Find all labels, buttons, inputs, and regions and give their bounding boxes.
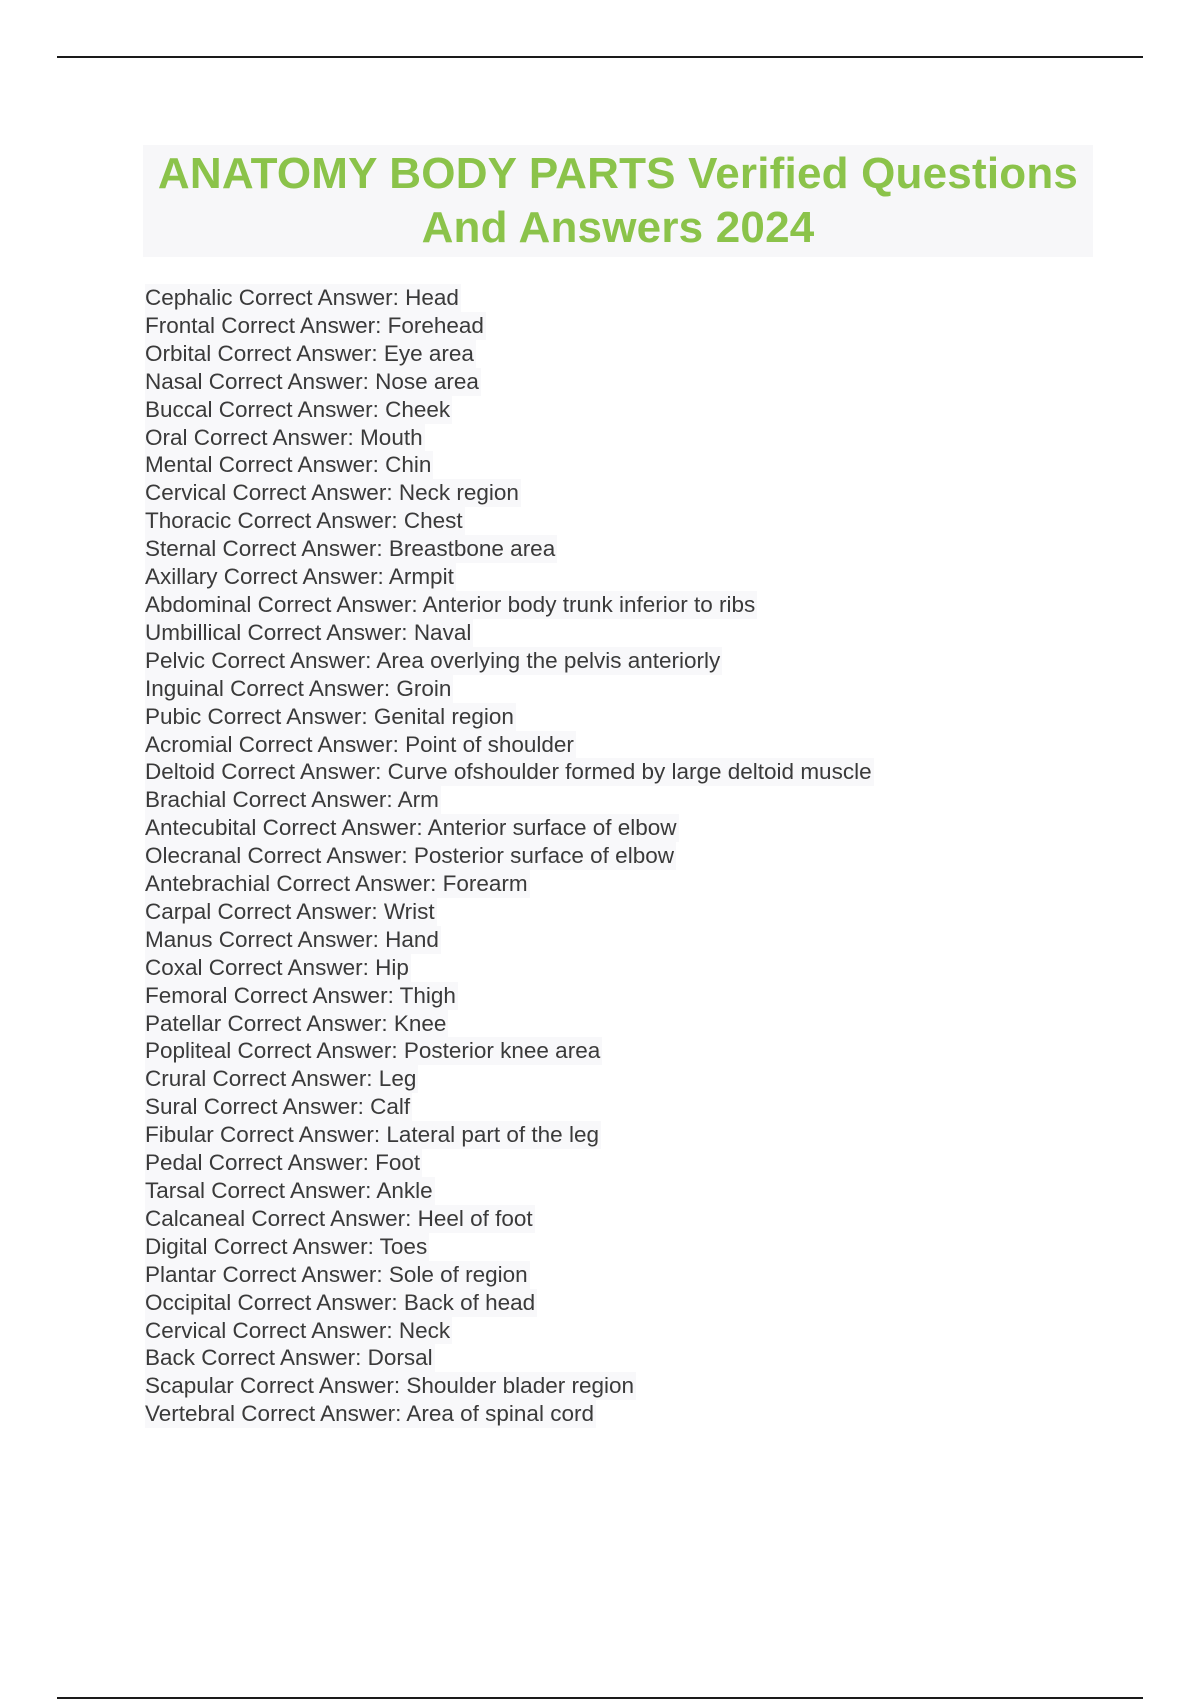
bottom-rule <box>57 1697 1143 1699</box>
qa-item: Pelvic Correct Answer: Area overlying the pelvis anteriorly <box>145 647 721 673</box>
qa-item: Sural Correct Answer: Calf <box>145 1094 411 1120</box>
qa-item: Occipital Correct Answer: Back of head <box>145 1289 536 1315</box>
qa-item: Pedal Correct Answer: Foot <box>145 1150 421 1176</box>
title-banner <box>143 145 1093 257</box>
qa-item: Vertebral Correct Answer: Area of spinal cord <box>145 1401 594 1427</box>
qa-item: Scapular Correct Answer: Shoulder blader region <box>145 1373 635 1399</box>
qa-item: Patellar Correct Answer: Knee <box>145 1010 447 1036</box>
qa-item: Sternal Correct Answer: Breastbone area <box>145 536 556 562</box>
qa-item: Deltoid Correct Answer: Curve ofshoulder formed by large deltoid muscle <box>145 759 872 785</box>
qa-item: Abdominal Correct Answer: Anterior body trunk inferior to ribs <box>145 591 756 617</box>
qa-item: Nasal Correct Answer: Nose area <box>145 368 479 394</box>
qa-item: Pubic Correct Answer: Genital region <box>145 703 514 729</box>
qa-item: Femoral Correct Answer: Thigh <box>145 982 456 1008</box>
qa-item: Axillary Correct Answer: Armpit <box>145 564 454 590</box>
qa-item: Umbillical Correct Answer: Naval <box>145 619 472 645</box>
qa-item: Antecubital Correct Answer: Anterior surface of elbow <box>145 815 677 841</box>
document-title: ANATOMY BODY PARTS Verified Questions And Answers 2024 <box>157 149 1079 252</box>
qa-item: Popliteal Correct Answer: Posterior knee area <box>145 1038 601 1064</box>
qa-item: Digital Correct Answer: Toes <box>145 1233 428 1259</box>
qa-item: Cervical Correct Answer: Neck region <box>145 480 519 506</box>
qa-item: Mental Correct Answer: Chin <box>145 452 432 478</box>
qa-item: Calcaneal Correct Answer: Heel of foot <box>145 1205 533 1231</box>
qa-item: Frontal Correct Answer: Forehead <box>145 312 484 338</box>
qa-item: Crural Correct Answer: Leg <box>145 1066 417 1092</box>
top-rule <box>57 56 1143 58</box>
qa-item: Acromial Correct Answer: Point of shoulder <box>145 731 574 757</box>
qa-item: Inguinal Correct Answer: Groin <box>145 675 452 701</box>
qa-item: Antebrachial Correct Answer: Forearm <box>145 871 528 897</box>
qa-item: Manus Correct Answer: Hand <box>145 926 439 952</box>
qa-item: Buccal Correct Answer: Cheek <box>145 396 451 422</box>
qa-item: Orbital Correct Answer: Eye area <box>145 340 474 366</box>
qa-item: Cervical Correct Answer: Neck <box>145 1317 451 1343</box>
qa-item: Coxal Correct Answer: Hip <box>145 954 409 980</box>
qa-item: Carpal Correct Answer: Wrist <box>145 898 435 924</box>
qa-item: Brachial Correct Answer: Arm <box>145 787 439 813</box>
qa-list <box>145 284 874 1428</box>
qa-item: Olecranal Correct Answer: Posterior surface of elbow <box>145 843 674 869</box>
qa-item: Fibular Correct Answer: Lateral part of the leg <box>145 1122 599 1148</box>
qa-item: Tarsal Correct Answer: Ankle <box>145 1178 433 1203</box>
qa-item: Cephalic Correct Answer: Head <box>145 285 459 310</box>
qa-item: Oral Correct Answer: Mouth <box>145 424 423 450</box>
qa-item: Back Correct Answer: Dorsal <box>145 1345 433 1371</box>
qa-item: Plantar Correct Answer: Sole of region <box>145 1261 528 1287</box>
qa-item: Thoracic Correct Answer: Chest <box>145 508 463 534</box>
